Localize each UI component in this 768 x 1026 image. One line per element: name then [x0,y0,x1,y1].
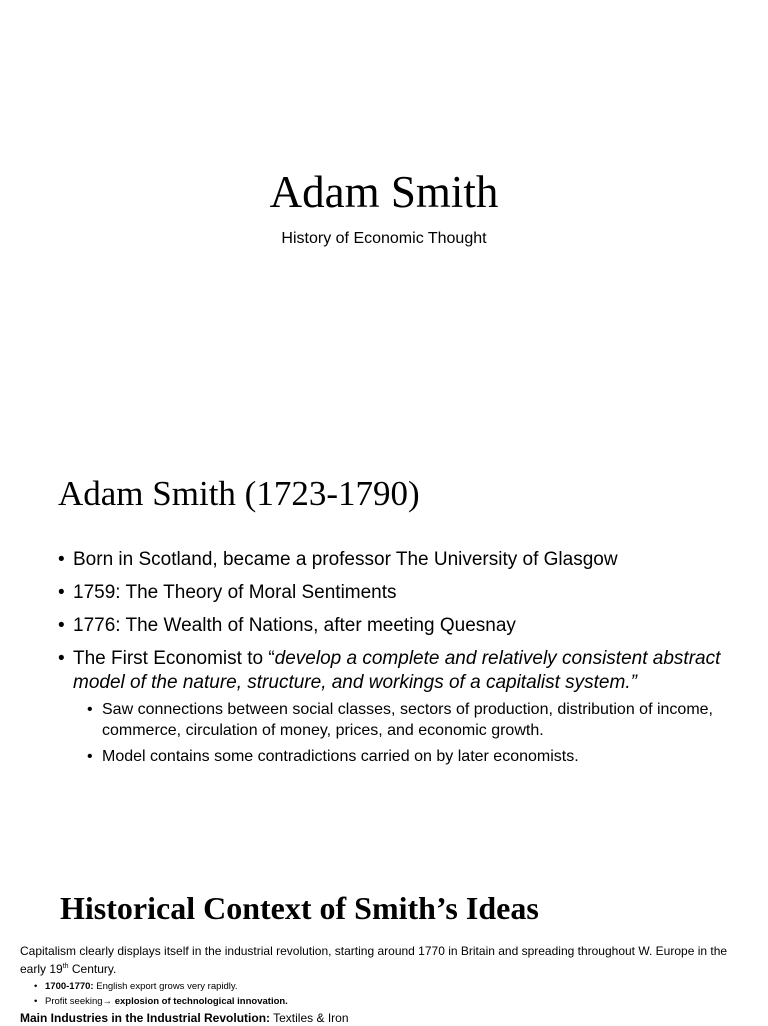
sub-bullet-item: • Saw connections between social classes, sectors of production, distribution of income, commerce, circulation of money, prices, and economic growth. [87,699,738,741]
sub-bullet-list [34,979,740,1009]
slide-subtitle: History of Economic Thought [281,230,487,247]
paragraph-text: Textiles & Iron [270,1011,349,1025]
paragraph [20,944,740,977]
bullet-prefix: The First Economist to “ [73,648,275,669]
bold-text: Main Industries in the Industrial Revolution: [20,1011,271,1025]
paragraph-text: Century. [68,962,117,976]
sub-bullet-item [34,994,740,1009]
slide-heading: Adam Smith (1723-1790) [58,474,420,513]
sub-bullet-list [87,699,738,767]
bold-text: 1700-1770: [45,981,94,992]
bold-text: explosion of technological innovation. [114,996,288,1007]
slide-body [20,944,740,1026]
slide-title: Adam Smith [269,167,499,217]
sub-bullet-item [34,979,740,994]
superscript: th [62,963,69,970]
bullet-text: English export grows very rapidly. [93,981,238,992]
slide-heading: Historical Context of Smith’s Ideas [60,890,539,926]
bullet-item: • 1776: The Wealth of Nations, after meeting Quesnay [58,614,738,638]
bullet-item: • Born in Scotland, became a professor The University of Glasgow [58,548,738,572]
bullet-list [58,548,738,776]
bullet-text: Profit seeking→ [45,996,115,1007]
bullet-item: • 1759: The Theory of Moral Sentiments [58,581,738,605]
sub-bullet-item: • Model contains some contradictions carried on by later economists. [87,746,738,767]
bullet-item [58,647,738,767]
paragraph-text: Capitalism clearly displays itself in the industrial revolution, starting around 1770 in Britain and spreading throughout W. Europe in the early 19 [20,944,728,976]
bullet-quote: develop a complete and relatively consistent abstract model of the nature, structure, and workings of a capitalist system.” [73,648,721,693]
